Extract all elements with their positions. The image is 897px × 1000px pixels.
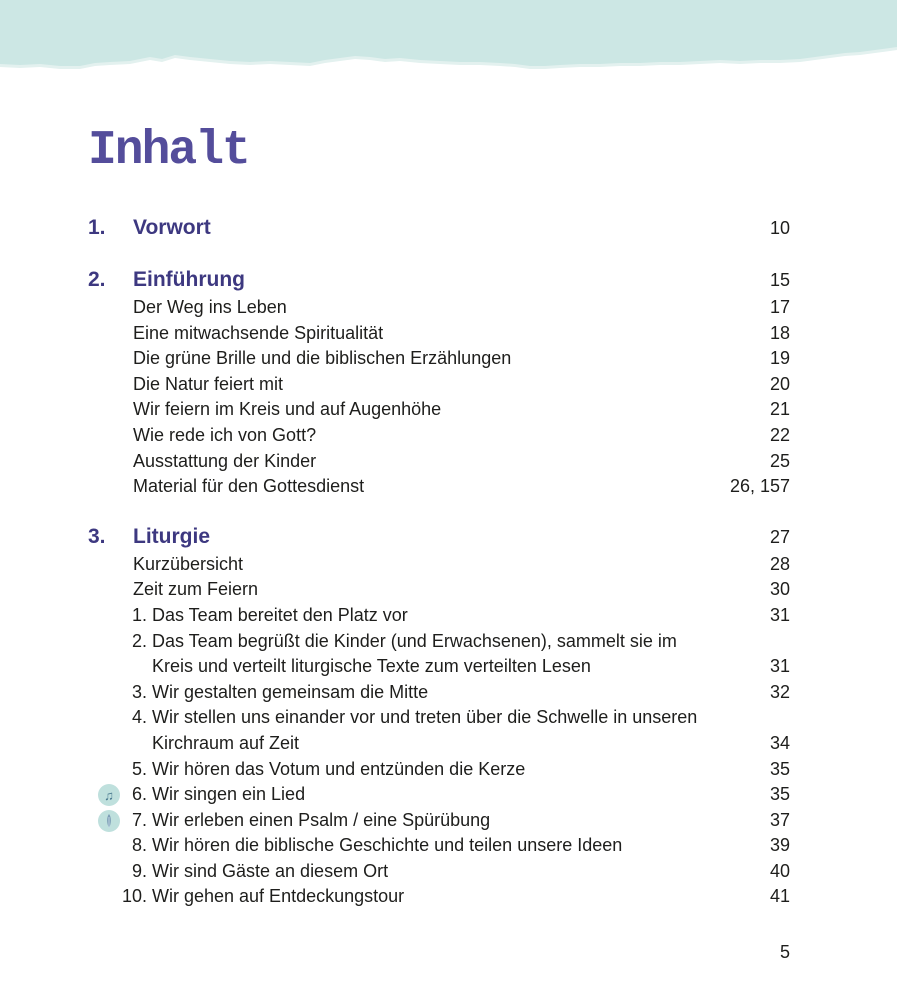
entry-label: Die grüne Brille und die biblischen Erzählungen bbox=[133, 348, 512, 369]
section-number: 1. bbox=[88, 216, 106, 239]
entry-label: Wir erleben einen Psalm / eine Spürübung bbox=[152, 809, 491, 830]
toc-entry bbox=[102, 808, 790, 834]
toc-entry bbox=[133, 577, 790, 603]
feather-icon bbox=[98, 810, 120, 832]
entry-label: Wir singen ein Lied bbox=[152, 784, 306, 805]
section-title: Vorwort bbox=[133, 216, 211, 239]
entry-label: Wir hören die biblische Geschichte und teilen unsere Ideen bbox=[152, 835, 623, 856]
toc-entry bbox=[133, 397, 790, 423]
entry-label: Material für den Gottesdienst bbox=[133, 476, 365, 497]
entry-page-number: 37 bbox=[769, 809, 790, 830]
entry-number: 10. bbox=[121, 886, 147, 907]
entry-number: 8. bbox=[131, 835, 147, 856]
entry-page-number: 31 bbox=[769, 604, 790, 625]
entry-page-number: 21 bbox=[769, 399, 790, 420]
section-page-number: 27 bbox=[769, 526, 790, 547]
entry-label: Der Weg ins Leben bbox=[133, 297, 287, 317]
toc-entry bbox=[133, 346, 790, 372]
toc-entry bbox=[102, 603, 790, 629]
entry-page-number: 28 bbox=[769, 553, 790, 574]
music-note-icon: ♫ bbox=[98, 784, 120, 806]
entry-page-number: 20 bbox=[769, 373, 790, 394]
entry-page-number: 17 bbox=[769, 297, 790, 317]
entry-number: 6. bbox=[131, 784, 147, 805]
entry-label: Wie rede ich von Gott? bbox=[133, 424, 317, 445]
entry-number: 7. bbox=[131, 809, 147, 830]
entry-page-number: 18 bbox=[769, 322, 790, 343]
entry-label: Wir gestalten gemeinsam die Mitte bbox=[152, 681, 429, 702]
toc-entry bbox=[102, 757, 790, 783]
entry-label: Das Team begrüßt die Kinder (und Erwachsenen), sammelt sie im Kreis und verteilt liturgische Texte zum verteilten Lesen bbox=[152, 630, 677, 677]
section-title: Liturgie bbox=[133, 524, 210, 548]
toc-entry bbox=[102, 833, 790, 859]
entry-number: 9. bbox=[131, 860, 147, 881]
entry-number: 2. bbox=[131, 630, 147, 651]
toc-entry bbox=[133, 321, 790, 347]
section-heading-vorwort bbox=[88, 213, 790, 243]
entry-number: 4. bbox=[131, 707, 147, 728]
entry-label: Eine mitwachsende Spiritualität bbox=[133, 322, 384, 343]
toc-entry bbox=[133, 552, 790, 578]
toc-entry bbox=[133, 423, 790, 449]
entry-label: Zeit zum Feiern bbox=[133, 579, 259, 600]
toc-entry bbox=[133, 372, 790, 398]
toc-entry bbox=[133, 449, 790, 475]
toc-entry bbox=[102, 782, 790, 808]
page-title: Inhalt bbox=[88, 124, 249, 178]
entry-page-number: 34 bbox=[769, 732, 790, 753]
entry-page-number: 22 bbox=[769, 424, 790, 445]
section-heading-liturgie bbox=[88, 522, 790, 552]
entry-number: 5. bbox=[131, 758, 147, 779]
section-page-number: 15 bbox=[769, 270, 790, 290]
entry-label: Wir sind Gäste an diesem Ort bbox=[152, 860, 389, 881]
toc-entry bbox=[102, 680, 790, 706]
toc-entry bbox=[102, 884, 790, 910]
section-page-number: 10 bbox=[769, 218, 790, 238]
entry-page-number: 35 bbox=[769, 784, 790, 805]
entry-number: 3. bbox=[131, 681, 147, 702]
section-title: Einführung bbox=[133, 268, 245, 291]
entry-page-number: 40 bbox=[769, 860, 790, 881]
entry-label: Kurzübersicht bbox=[133, 553, 244, 574]
entry-page-number: 25 bbox=[769, 450, 790, 471]
entry-label: Wir hören das Votum und entzünden die Kerze bbox=[152, 758, 526, 779]
toc-entry bbox=[102, 705, 790, 756]
entry-page-number: 41 bbox=[769, 886, 790, 907]
section-number: 2. bbox=[88, 268, 106, 291]
entry-label: Das Team bereitet den Platz vor bbox=[152, 604, 408, 625]
entry-page-number: 19 bbox=[769, 348, 790, 369]
entry-page-number: 30 bbox=[769, 579, 790, 600]
entry-label: Wir stellen uns einander vor und treten über die Schwelle in unseren Kirchraum auf Zeit bbox=[152, 707, 698, 753]
section-number: 3. bbox=[88, 524, 106, 548]
entry-number: 1. bbox=[131, 604, 147, 625]
entry-label: Wir feiern im Kreis und auf Augenhöhe bbox=[133, 399, 442, 420]
footer-page-number: 5 bbox=[779, 942, 790, 962]
entry-page-number: 32 bbox=[769, 681, 790, 702]
entry-page-number: 39 bbox=[769, 835, 790, 856]
toc-entry bbox=[102, 629, 790, 680]
toc-entry bbox=[102, 859, 790, 885]
entry-page-number: 35 bbox=[769, 758, 790, 779]
toc-entry bbox=[133, 474, 790, 500]
toc-entry bbox=[133, 295, 790, 321]
entry-label: Die Natur feiert mit bbox=[133, 373, 284, 394]
section-heading-einfuehrung bbox=[88, 265, 790, 295]
entry-page-number: 26, 157 bbox=[729, 476, 790, 497]
entry-label: Ausstattung der Kinder bbox=[133, 450, 317, 471]
entry-page-number: 31 bbox=[769, 656, 790, 677]
entry-label: Wir gehen auf Entdeckungstour bbox=[152, 886, 405, 907]
